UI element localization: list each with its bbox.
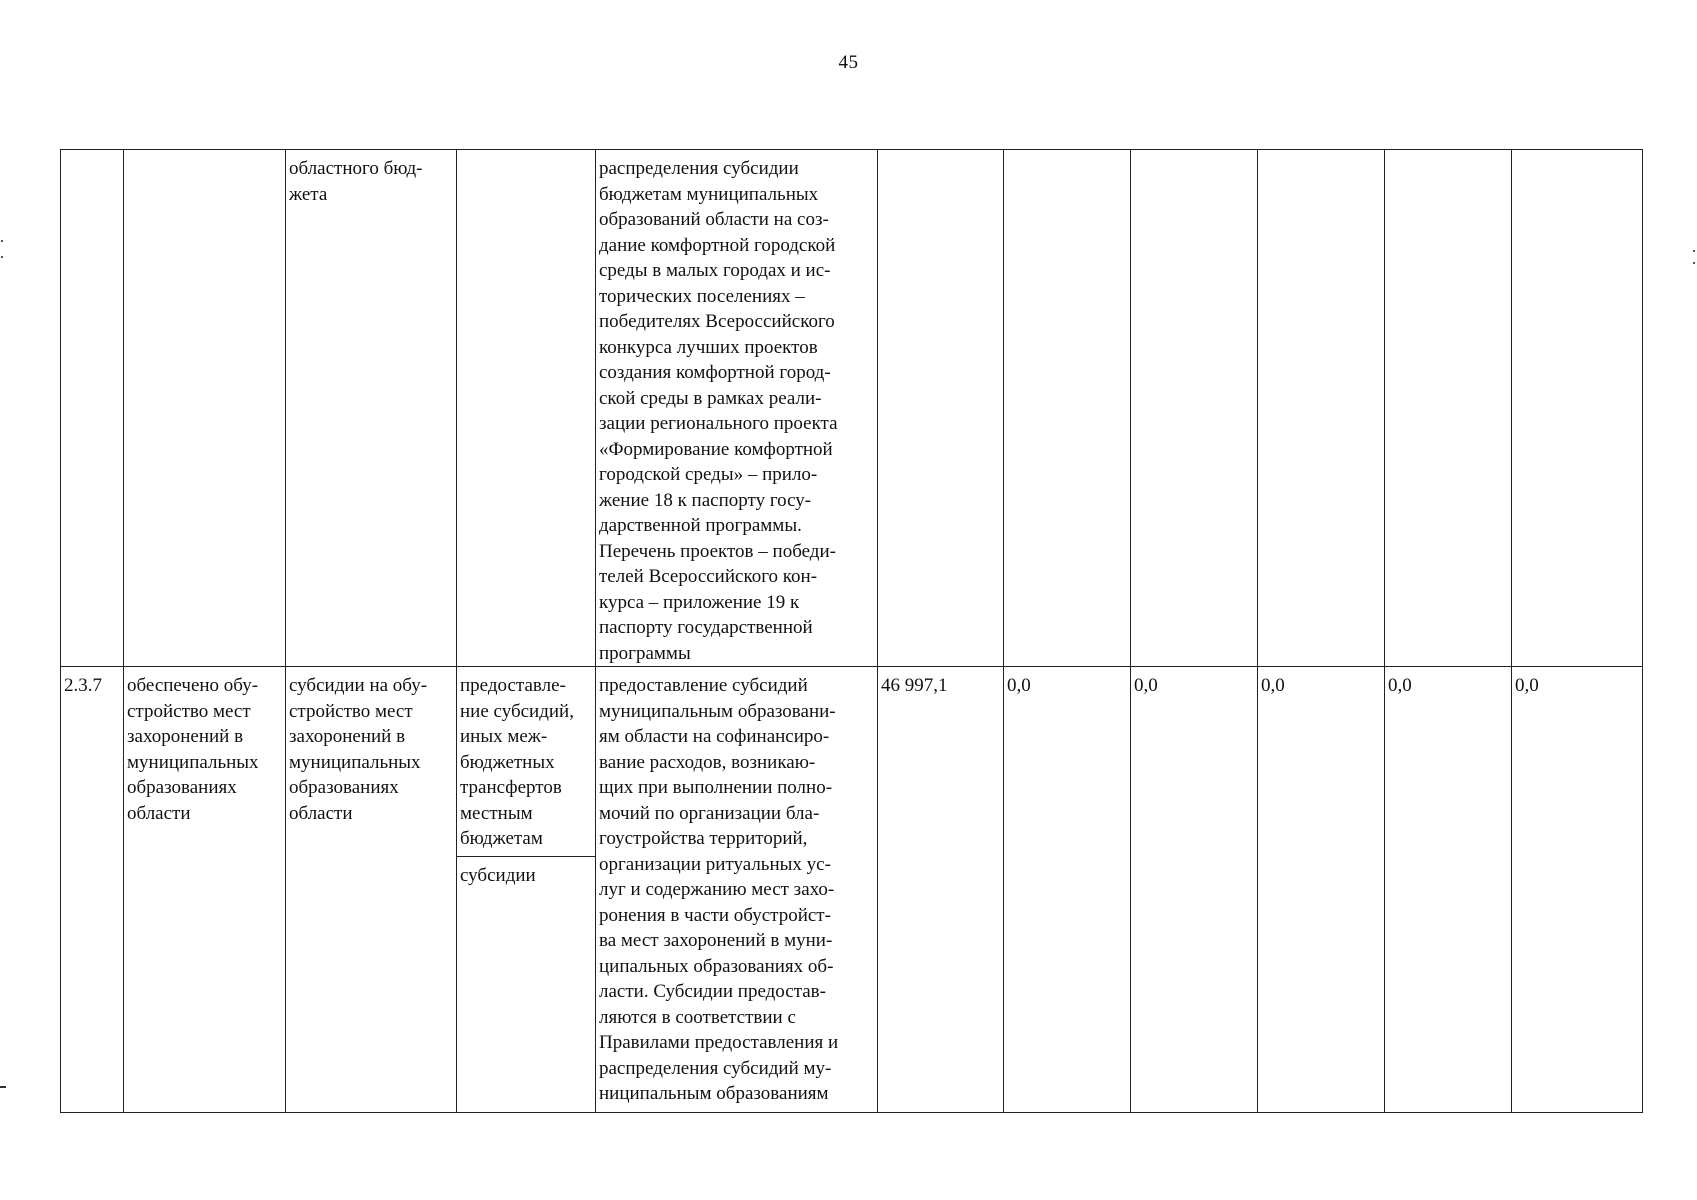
text-line: муниципальных bbox=[289, 751, 421, 773]
text-line: дарственной программы. bbox=[599, 515, 802, 536]
text-line: предоставление субсидий bbox=[599, 675, 808, 696]
scan-mark bbox=[1, 240, 3, 242]
text-line: ласти. Субсидии предостав- bbox=[599, 981, 826, 1002]
text-line: субсидии bbox=[460, 865, 536, 886]
text-line: распределения субсидий му- bbox=[599, 1057, 832, 1079]
text-line: ние субсидий, bbox=[460, 700, 574, 722]
text-line: предоставле- bbox=[460, 675, 566, 696]
cell-value: 0,0 bbox=[1385, 667, 1512, 1113]
text-line: организации ритуальных ус- bbox=[599, 853, 831, 875]
text-line: «Формирование комфортной bbox=[599, 438, 833, 460]
text-line: области bbox=[289, 802, 353, 824]
text-line: паспорту государственной bbox=[599, 617, 813, 638]
text-line: ской среды в рамках реали- bbox=[599, 387, 822, 409]
cell-value bbox=[1258, 150, 1385, 667]
cell-value bbox=[878, 150, 1004, 667]
cell-value bbox=[1004, 150, 1131, 667]
table-row-2-3-7 bbox=[61, 667, 1643, 857]
cell-result bbox=[124, 150, 286, 667]
text-line: стройство мест bbox=[127, 700, 251, 722]
text-line: бюджетных bbox=[460, 751, 555, 773]
cell-value: 0,0 bbox=[1258, 667, 1385, 1113]
cell-value: 0,0 bbox=[1512, 667, 1643, 1113]
text-line: победителях Всероссийского bbox=[599, 311, 835, 332]
text-line: муниципальным образовани- bbox=[599, 700, 836, 722]
page-number: 45 bbox=[838, 52, 859, 73]
text-line: захоронений в bbox=[127, 726, 244, 747]
text-line: зации регионального проекта bbox=[599, 413, 838, 434]
cell-value bbox=[1512, 150, 1643, 667]
text-line: ям области на софинансиро- bbox=[599, 726, 830, 747]
text-line: конкурса лучших проектов bbox=[599, 336, 818, 358]
cell-description bbox=[596, 667, 878, 1113]
text-line: вание расходов, возникаю- bbox=[599, 751, 816, 773]
cell-value: 0,0 bbox=[1004, 667, 1131, 1113]
text-line: щих при выполнении полно- bbox=[599, 777, 833, 798]
cell-value: 46 997,1 bbox=[878, 667, 1004, 1113]
scan-mark bbox=[0, 1086, 6, 1088]
text-line: трансфертов bbox=[460, 777, 562, 798]
text-line: дание комфортной городской bbox=[599, 234, 836, 256]
cell-measure bbox=[286, 667, 457, 1113]
cell-type-transfer bbox=[457, 667, 596, 857]
text-line: луг и содержанию мест захо- bbox=[599, 879, 835, 900]
cell-description bbox=[596, 150, 878, 667]
cell-code bbox=[61, 150, 124, 667]
text-line: субсидии на обу- bbox=[289, 675, 428, 696]
text-line: городской среды» – прило- bbox=[599, 464, 818, 485]
scan-mark bbox=[1, 256, 3, 258]
text-line: распределения субсидии bbox=[599, 158, 799, 179]
text-line: ронения в части обустройст- bbox=[599, 904, 831, 926]
scan-mark bbox=[1693, 262, 1695, 264]
text-line: образованиях bbox=[127, 777, 237, 798]
text-line: мочий по организации бла- bbox=[599, 802, 820, 824]
text-line: бюджетам bbox=[460, 828, 543, 849]
text-line: курса – приложение 19 к bbox=[599, 591, 800, 613]
text-line: образований области на соз- bbox=[599, 209, 829, 230]
text-line: гоустройства территорий, bbox=[599, 828, 808, 849]
text-line: ляются в соответствии с bbox=[599, 1006, 796, 1028]
text-line: телей Всероссийского кон- bbox=[599, 566, 818, 587]
program-table bbox=[60, 149, 1643, 1113]
text-line: создания комфортной город- bbox=[599, 362, 831, 383]
cell-measure bbox=[286, 150, 457, 667]
text-line: обеспечено обу- bbox=[127, 675, 259, 696]
cell-type-subsidy bbox=[457, 857, 596, 1113]
text-line: Правилами предоставления и bbox=[599, 1032, 839, 1053]
text-line: муниципальных bbox=[127, 751, 259, 773]
text-line: среды в малых городах и ис- bbox=[599, 260, 831, 281]
cell-result bbox=[124, 667, 286, 1113]
text-line: жение 18 к паспорту госу- bbox=[599, 489, 812, 511]
text-line: стройство мест bbox=[289, 700, 413, 722]
text-line: ниципальным образованиям bbox=[599, 1083, 829, 1104]
cell-value: 0,0 bbox=[1131, 667, 1258, 1113]
text-line: захоронений в bbox=[289, 726, 406, 747]
cell-code: 2.3.7 bbox=[61, 667, 124, 1113]
text-line: ципальных образованиях об- bbox=[599, 955, 834, 977]
text-line: Перечень проектов – победи- bbox=[599, 540, 836, 562]
text-line: области bbox=[127, 802, 191, 824]
table-row-continuation bbox=[61, 150, 1643, 667]
text-line: программы bbox=[599, 642, 691, 664]
cell-value bbox=[1131, 150, 1258, 667]
text-line: иных меж- bbox=[460, 726, 548, 747]
cell-type bbox=[457, 150, 596, 667]
text-line: торических поселениях – bbox=[599, 285, 805, 307]
text-line: жета bbox=[289, 183, 328, 205]
text-line: областного бюд- bbox=[289, 158, 423, 179]
text-line: бюджетам муниципальных bbox=[599, 183, 819, 205]
text-line: ва мест захоронений в муни- bbox=[599, 930, 833, 951]
cell-value bbox=[1385, 150, 1512, 667]
text-line: образованиях bbox=[289, 777, 399, 798]
scan-mark bbox=[1693, 250, 1695, 252]
text-line: местным bbox=[460, 802, 533, 824]
